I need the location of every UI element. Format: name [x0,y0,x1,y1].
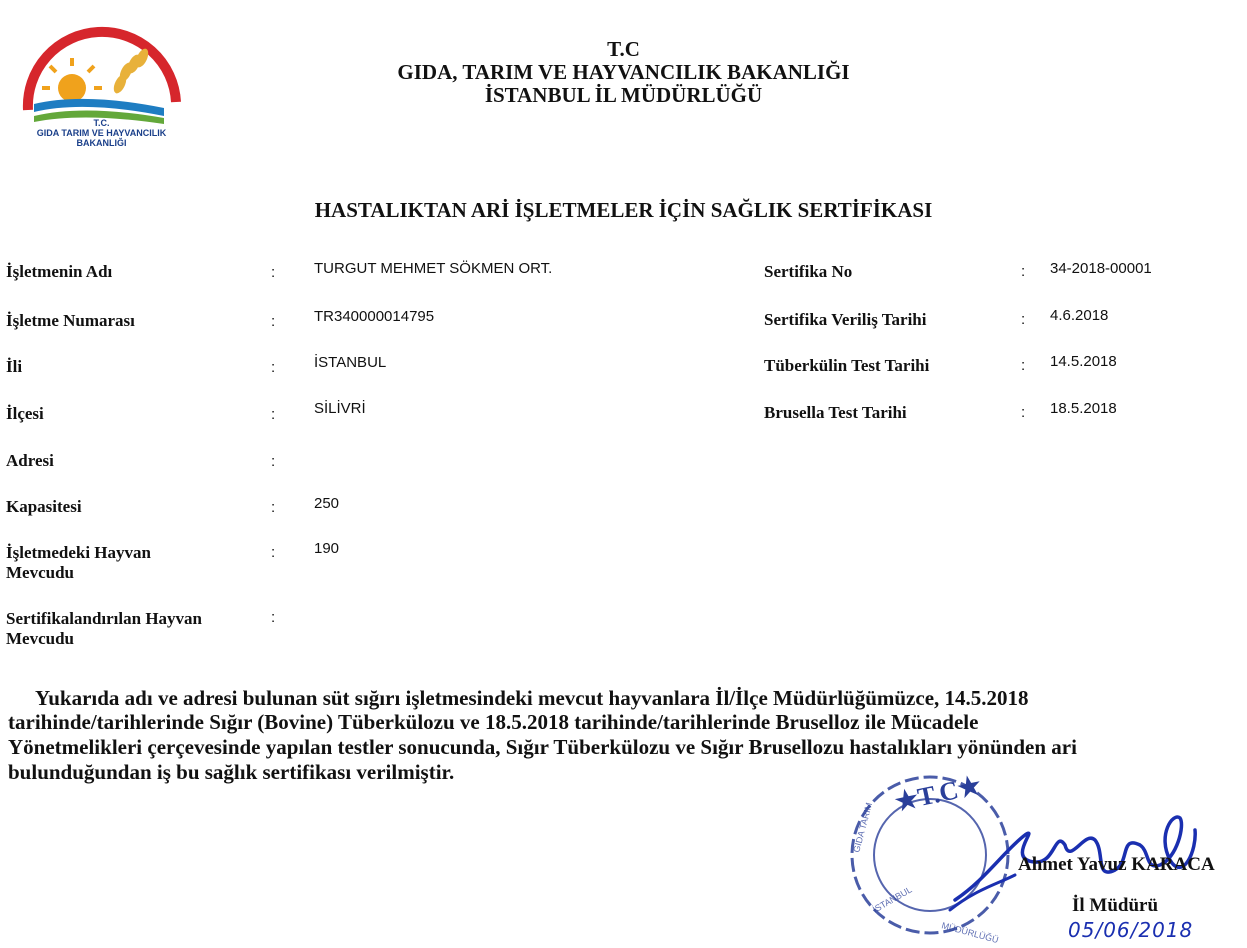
label-address: Adresi [6,451,54,470]
label-issue-date: Sertifika Veriliş Tarihi [764,310,927,329]
colon: : [271,406,276,423]
colon: : [271,544,276,561]
paragraph-line-3: Yönetmelikleri çerçevesinde yapılan testler sonucunda, Sığır Tüberkülozu ve Sığır Brusellozu hastalıkları yönünden ari [8,735,1077,759]
label-animal-stock-l1: İşletmedeki Hayvan [6,543,151,562]
signature-date: 05/06/2018 [1068,918,1194,942]
value-issue-date: 4.6.2018 [1050,307,1109,324]
label-certified-stock-l2: Mevcudu [6,629,74,648]
value-certificate-no: 34-2018-00001 [1050,260,1152,277]
colon: : [271,609,276,626]
svg-text:GIDA TARIM: GIDA TARIM [851,801,875,854]
label-business-number: İşletme Numarası [6,311,135,330]
paragraph-line-1: Yukarıda adı ve adresi bulunan süt sığırı işletmesindeki mevcut hayvanlara İl/İlçe Müdürlüğümüzce, 14.5.2018 [35,686,1029,710]
label-brucella-date: Brusella Test Tarihi [764,403,907,422]
signatory-name: Ahmet Yavuz KARACA [1018,854,1215,875]
paragraph-line-4: bulunduğundan iş bu sağlık sertifikası verilmiştir. [8,760,455,784]
paragraph-line-2: tarihinde/tarihlerinde Sığır (Bovine) Tüberkülozu ve 18.5.2018 tarihinde/tarihlerinde Bruselloz ile Mücadele [8,710,979,734]
svg-text:İSTANBUL: İSTANBUL [871,884,914,915]
logo-text-tc: T.C. [93,118,110,128]
header-tc: T.C [607,37,640,61]
value-district: SİLİVRİ [314,400,366,417]
label-province: İli [6,357,23,376]
colon: : [271,453,276,470]
colon: : [271,264,276,281]
colon: : [271,499,276,516]
colon: : [1021,311,1026,328]
label-certified-stock-l1: Sertifikalandırılan Hayvan [6,609,202,628]
label-capacity: Kapasitesi [6,497,82,516]
value-brucella-date: 18.5.2018 [1050,400,1117,417]
header-ministry: GIDA, TARIM VE HAYVANCILIK BAKANLIĞI [397,60,850,84]
logo-text-bakanligi: BAKANLIĞI [76,138,127,148]
label-district: İlçesi [6,404,44,423]
value-business-number: TR340000014795 [314,308,435,325]
signatory-position: İl Müdürü [1072,895,1159,916]
label-certificate-no: Sertifika No [764,262,853,281]
colon: : [271,359,276,376]
value-business-name: TURGUT MEHMET SÖKMEN ORT. [314,260,553,277]
colon: : [1021,357,1026,374]
label-tuberculin-date: Tüberkülin Test Tarihi [764,356,930,375]
svg-text:MÜDÜRLÜĞÜ: MÜDÜRLÜĞÜ [940,920,1000,943]
logo-text-ministry: GIDA TARIM VE HAYVANCILIK [36,128,167,138]
colon: : [271,313,276,330]
label-animal-stock-l2: Mevcudu [6,563,74,582]
value-province: İSTANBUL [314,354,387,371]
colon: : [1021,404,1026,421]
value-capacity: 250 [314,495,340,512]
value-tuberculin-date: 14.5.2018 [1050,353,1117,370]
value-animal-stock: 190 [314,540,340,557]
header-directorate: İSTANBUL İL MÜDÜRLÜĞÜ [484,83,763,107]
svg-text:★T.C★: ★T.C★ [892,770,984,817]
label-business-name: İşletmenin Adı [6,262,113,281]
certificate-title: HASTALIKTAN ARİ İŞLETMELER İÇİN SAĞLIK SERTİFİKASI [314,198,933,222]
colon: : [1021,263,1026,280]
